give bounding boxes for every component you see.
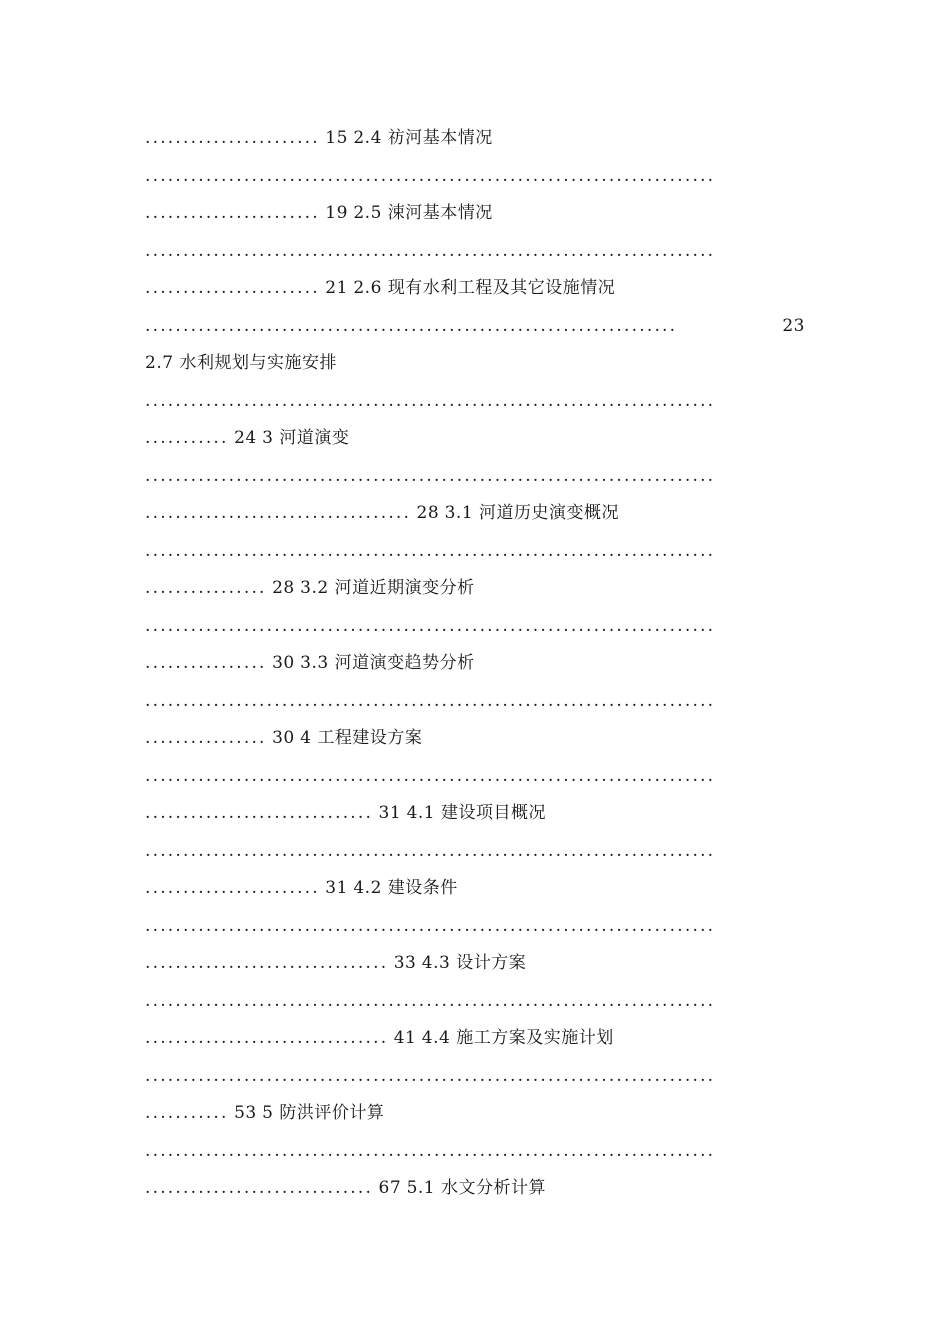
leader-dots: ................: [145, 578, 267, 598]
toc-leader-line: ...........................................................................: [145, 1140, 716, 1161]
toc-entry: 4.1 建设项目概况: [406, 803, 547, 823]
page-number: 28: [416, 503, 440, 523]
leader-dots: .......................: [145, 128, 320, 148]
leader-dots: .......................: [145, 203, 320, 223]
toc-line: [145, 945, 805, 983]
toc-line: [145, 120, 805, 158]
toc-entry: 2.6 现有水利工程及其它设施情况: [353, 278, 616, 298]
page-number: 15: [325, 128, 348, 148]
toc-entry: 4.3 设计方案: [421, 953, 527, 973]
toc-entry: 3.2 河道近期演变分析: [300, 578, 475, 598]
toc-entry: 4.4 施工方案及实施计划: [421, 1028, 614, 1048]
leader-dots: .......................: [145, 278, 320, 298]
leader-dots: ..............................: [145, 1178, 374, 1198]
toc-line: [145, 1020, 805, 1058]
toc-line: [145, 345, 805, 383]
leader-dots: ................................: [145, 953, 389, 973]
toc-line: [145, 795, 805, 833]
page-number: 33: [393, 953, 417, 973]
toc-line: [145, 1095, 805, 1133]
leader-dots: ..............................: [145, 803, 374, 823]
page-number: 31: [378, 803, 402, 823]
toc-leader-line: ...........................................................................: [145, 690, 716, 711]
toc-leader-line: ...........................................................................: [145, 990, 716, 1011]
leader-dots: ...........: [145, 1103, 229, 1123]
toc-leader-line: ...........................................................................: [145, 915, 716, 936]
leader-dots: ................: [145, 728, 267, 748]
toc-line: [145, 195, 805, 233]
toc-entry: 5 防洪评价计算: [262, 1103, 385, 1123]
page-number: 24: [234, 428, 257, 448]
toc-entry: 2.5 涑河基本情况: [353, 203, 493, 223]
toc-entry: 4.2 建设条件: [353, 878, 458, 898]
leader-dots: ...........: [145, 428, 229, 448]
page-number: 30: [272, 728, 295, 748]
toc-leader-line: ...........................................................................: [145, 765, 716, 786]
toc-entry: 3.3 河道演变趋势分析: [300, 653, 475, 673]
toc-leader-line: ...........................................................................: [145, 540, 716, 561]
page-number: 28: [272, 578, 295, 598]
toc-line: [145, 495, 805, 533]
toc-leader-line: ...........................................................................: [145, 240, 716, 261]
toc-leader-line: ...........................................................................: [145, 390, 716, 411]
toc-entry: 3 河道演变: [262, 428, 350, 448]
toc-entry: 2.4 祊河基本情况: [353, 128, 493, 148]
page-number: 53: [234, 1103, 257, 1123]
toc-entry: 4 工程建设方案: [300, 728, 423, 748]
toc-leader-line: ...........................................................................: [145, 840, 716, 861]
toc-line: [145, 720, 805, 758]
toc-leader-line: ...........................................................................: [145, 165, 716, 186]
page-number: 30: [272, 653, 295, 673]
toc-leader-line: ...........................................................................: [145, 1065, 716, 1086]
leader-dots: ................................: [145, 1028, 389, 1048]
toc-leader-line: ...........................................................................: [145, 465, 716, 486]
toc-leader-line: ...........................................................................: [145, 615, 716, 636]
page-number: 41: [393, 1028, 417, 1048]
toc-line: [145, 870, 805, 908]
toc-line: [145, 420, 805, 458]
toc-entry: 2.7 水利规划与实施安排: [145, 353, 337, 373]
toc-line: [145, 270, 805, 308]
page-number: 67: [378, 1178, 402, 1198]
table-of-contents: [145, 120, 805, 1208]
toc-line: [145, 645, 805, 683]
toc-line: [145, 1170, 805, 1208]
leader-dots: ...................................: [145, 503, 412, 523]
page-number: 23: [782, 315, 805, 336]
toc-line: [145, 570, 805, 608]
toc-line: [145, 308, 805, 346]
leader-dots: ................: [145, 653, 267, 673]
page-number: 31: [325, 878, 348, 898]
toc-entry: 5.1 水文分析计算: [406, 1178, 547, 1198]
page-number: 21: [325, 278, 348, 298]
page-number: 19: [325, 203, 348, 223]
leader-dots: .......................: [145, 878, 320, 898]
leader-dots: ......................................................................: [145, 315, 678, 336]
toc-entry: 3.1 河道历史演变概况: [444, 503, 620, 523]
